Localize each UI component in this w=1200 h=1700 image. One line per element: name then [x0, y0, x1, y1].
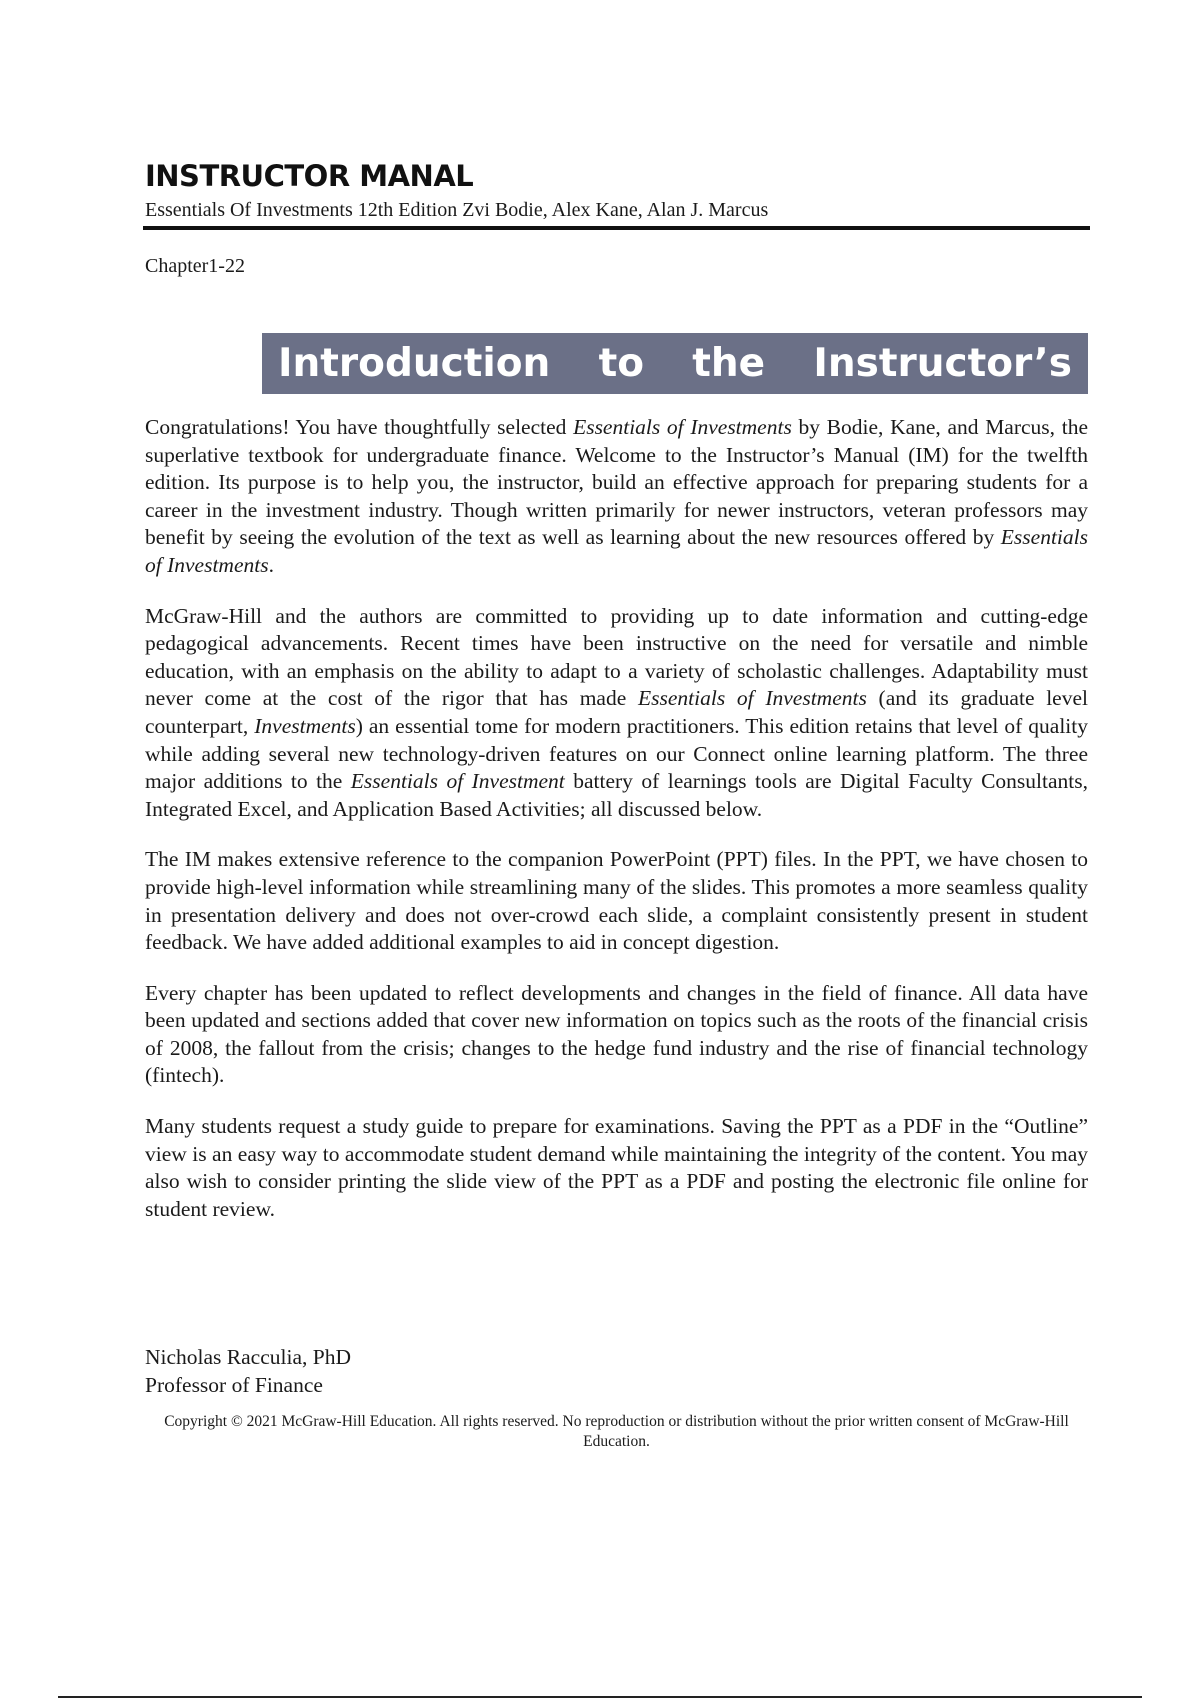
section-banner	[262, 333, 1088, 394]
copyright-notice: Copyright © 2021 McGraw-Hill Education. All rights reserved. No reproduction or distribution without the prior written consent of McGraw-Hill Education.	[164, 1413, 1069, 1450]
document-title: INSTRUCTOR MANAL	[145, 159, 474, 193]
paragraph-ppt: The IM makes extensive reference to the companion PowerPoint (PPT) files. In the PPT, we have chosen to provide high-level information while streamlining many of the slides. This promotes a more seamless quality in presentation delivery and does not over-crowd each slide, a complaint consistently present in student feedback. We have added additional examples to aid in concept digestion.	[145, 847, 1088, 955]
body-text	[145, 414, 1088, 1246]
signature-block	[145, 1343, 351, 1399]
banner-word: the	[692, 341, 766, 386]
author-name: Nicholas Racculia, PhD	[145, 1345, 351, 1369]
header-divider	[143, 226, 1090, 230]
chapter-range: Chapter1-22	[145, 255, 245, 277]
document-subtitle: Essentials Of Investments 12th Edition Zvi Bodie, Alex Kane, Alan J. Marcus	[145, 199, 769, 221]
banner-word: Introduction	[278, 341, 551, 386]
banner-word: to	[598, 341, 645, 386]
book-title: Essentials of Investments	[573, 415, 792, 439]
book-title: Essentials of Investments	[145, 525, 1088, 577]
paragraph-intro: Congratulations! You have thoughtfully selected Essentials of Investments by Bodie, Kane, and Marcus, the superlative textbook for undergraduate finance. Welcome to the Instructor’s Manual (IM) for the twelfth edition. Its purpose is to help you, the instructor, build an effective approach for preparing students for a career in the investment industry. Though written primarily for newer instructors, veteran professors may benefit by seeing the evolution of the text as well as learning about the new resources offered by Essentials of Investments.	[145, 415, 1088, 577]
book-title: Essentials of Investment	[350, 769, 565, 794]
paragraph-updates: Every chapter has been updated to reflect developments and changes in the field of finance. All data have been updated and sections added that cover new information on topics such as the roots of the financial crisis of 2008, the fallout from the crisis; changes to the hedge fund industry and the rise of financial technology (fintech).	[145, 980, 1088, 1088]
book-title: Essentials of Investments	[637, 686, 867, 711]
banner-word: Instructor’s	[813, 341, 1072, 386]
book-title: Investments	[254, 713, 356, 738]
paragraph-study-guide: Many students request a study guide to prepare for examinations. Saving the PPT as a PDF in the “Outline” view is an easy way to accommodate student demand while maintaining the integrity of the content. You may also wish to consider printing the slide view of the PPT as a PDF and posting the electronic file online for student review.	[145, 1114, 1088, 1221]
author-role: Professor of Finance	[145, 1373, 323, 1397]
footer-divider	[58, 1696, 1142, 1698]
paragraph-commitment: McGraw-Hill and the authors are committed to providing up to date information and cutting-edge pedagogical advancements. Recent times have been instructive on the need for versatile and nimble education, with an emphasis on the ability to adapt to a variety of scholastic challenges. Adaptability must never come at the cost of the rigor that has made Essentials of Investments (and its graduate level counterpart, Investments) an essential tome for modern practitioners. This edition retains that level of quality while adding several new technology-driven features on our Connect online learning platform. The three major additions to the Essentials of Investment battery of learnings tools are Digital Faculty Consultants, Integrated Excel, and Application Based Activities; all discussed below.	[145, 603, 1088, 821]
